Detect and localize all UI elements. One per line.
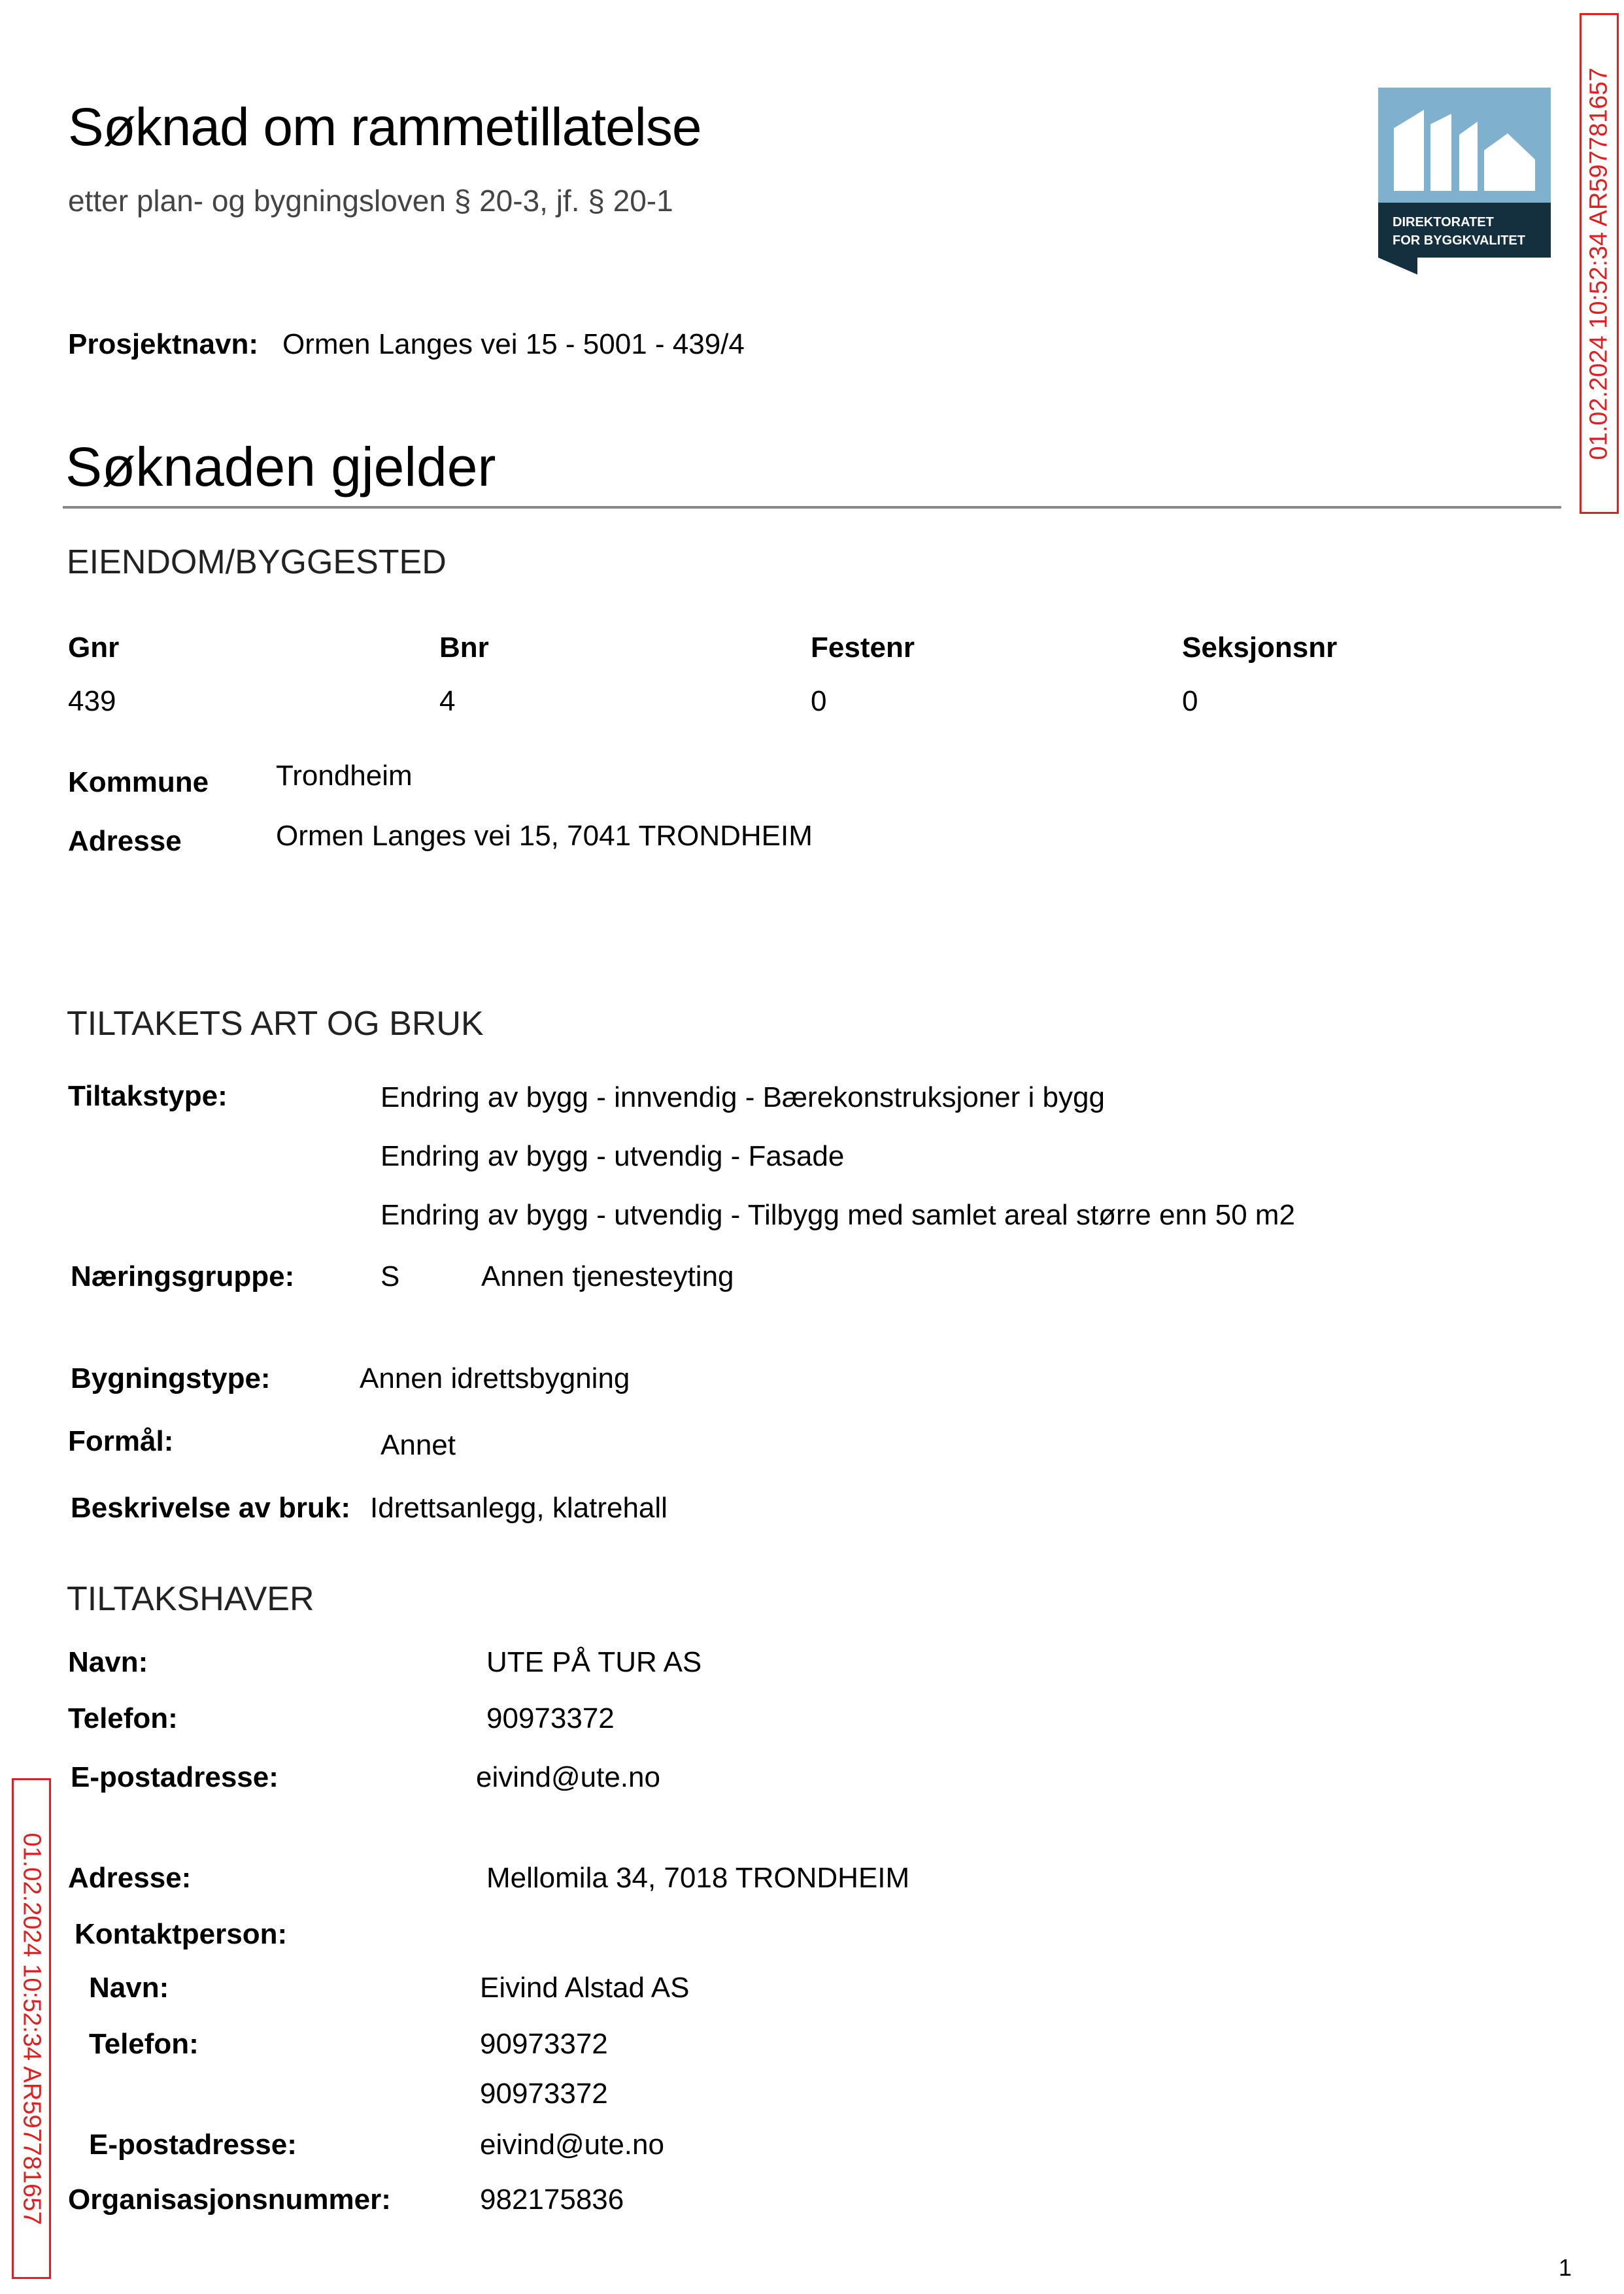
tiltakstype-item: Endring av bygg - innvendig - Bærekonstruksjoner i bygg: [381, 1081, 1105, 1113]
archive-stamp-left: 01.02.2024 10:52:34 AR597781657: [12, 1778, 51, 2279]
kontakt-telefon-label: Telefon:: [89, 2028, 199, 2060]
dibk-logo: [1378, 88, 1551, 275]
tiltakstype-label: Tiltakstype:: [68, 1080, 228, 1112]
project-label: Prosjektnavn:: [68, 328, 258, 360]
tiltakshaver-heading: TILTAKSHAVER: [67, 1580, 314, 1618]
kontakt-telefon-value: 90973372: [480, 2028, 608, 2060]
tiltakshaver-epost-label: E-postadresse:: [71, 1761, 279, 1793]
bygningstype-label: Bygningstype:: [71, 1362, 271, 1394]
document-subtitle: etter plan- og bygningsloven § 20-3, jf. § 20-1: [68, 184, 673, 218]
tiltakshaver-telefon-value: 90973372: [486, 1702, 615, 1734]
festenr-value: 0: [811, 685, 827, 717]
section-title: Søknaden gjelder: [65, 436, 496, 498]
bygningstype-value: Annen idrettsbygning: [360, 1362, 630, 1394]
kommune-label: Kommune: [68, 766, 209, 798]
formal-label: Formål:: [68, 1425, 174, 1457]
svg-text:FOR BYGGKVALITET: FOR BYGGKVALITET: [1393, 233, 1525, 248]
kontakt-telefon-value-2: 90973372: [480, 2078, 608, 2110]
naeringsgruppe-code: S: [381, 1260, 400, 1292]
kontakt-navn-value: Eivind Alstad AS: [480, 1972, 690, 2004]
kontakt-epost-label: E-postadresse:: [89, 2129, 297, 2161]
naeringsgruppe-label: Næringsgruppe:: [71, 1260, 295, 1292]
tiltakstype-item: Endring av bygg - utvendig - Fasade: [381, 1140, 845, 1172]
tiltakshaver-adresse-label: Adresse:: [68, 1862, 192, 1894]
page-number: 1: [1559, 2254, 1572, 2281]
kommune-value: Trondheim: [276, 760, 413, 792]
document-title: Søknad om rammetillatelse: [68, 97, 702, 157]
adresse-label: Adresse: [68, 825, 182, 857]
gnr-value: 439: [68, 685, 116, 717]
kontaktperson-label: Kontaktperson:: [75, 1918, 288, 1950]
tiltakshaver-telefon-label: Telefon:: [68, 1702, 178, 1734]
festenr-header: Festenr: [811, 632, 915, 664]
seksjonsnr-value: 0: [1182, 685, 1198, 717]
seksjonsnr-header: Seksjonsnr: [1182, 632, 1338, 664]
adresse-value: Ormen Langes vei 15, 7041 TRONDHEIM: [276, 820, 813, 852]
orgnr-label: Organisasjonsnummer:: [68, 2184, 391, 2216]
orgnr-value: 982175836: [480, 2184, 624, 2216]
kontakt-navn-label: Navn:: [89, 1972, 169, 2004]
beskrivelse-label: Beskrivelse av bruk:: [71, 1492, 351, 1524]
tiltak-heading: TILTAKETS ART OG BRUK: [67, 1005, 484, 1043]
tiltakshaver-navn-label: Navn:: [68, 1646, 148, 1678]
project-value: Ormen Langes vei 15 - 5001 - 439/4: [282, 328, 745, 360]
formal-value: Annet: [381, 1429, 456, 1461]
kontakt-epost-value: eivind@ute.no: [480, 2129, 664, 2161]
svg-text:DIREKTORATET: DIREKTORATET: [1393, 215, 1494, 229]
beskrivelse-value: Idrettsanlegg, klatrehall: [370, 1492, 668, 1524]
tiltakshaver-epost-value: eivind@ute.no: [476, 1761, 660, 1793]
building-logo-icon: [1378, 88, 1551, 275]
bnr-header: Bnr: [439, 632, 489, 664]
tiltakshaver-navn-value: UTE PÅ TUR AS: [486, 1646, 702, 1678]
naeringsgruppe-value: Annen tjenesteyting: [481, 1260, 734, 1292]
section-divider: [63, 506, 1561, 509]
tiltakstype-item: Endring av bygg - utvendig - Tilbygg med samlet areal større enn 50 m2: [381, 1199, 1295, 1231]
tiltakshaver-adresse-value: Mellomila 34, 7018 TRONDHEIM: [486, 1862, 910, 1894]
bnr-value: 4: [439, 685, 456, 717]
archive-stamp-top: 01.02.2024 10:52:34 AR597781657: [1580, 13, 1619, 514]
eiendom-heading: EIENDOM/BYGGESTED: [67, 543, 447, 581]
gnr-header: Gnr: [68, 632, 120, 664]
